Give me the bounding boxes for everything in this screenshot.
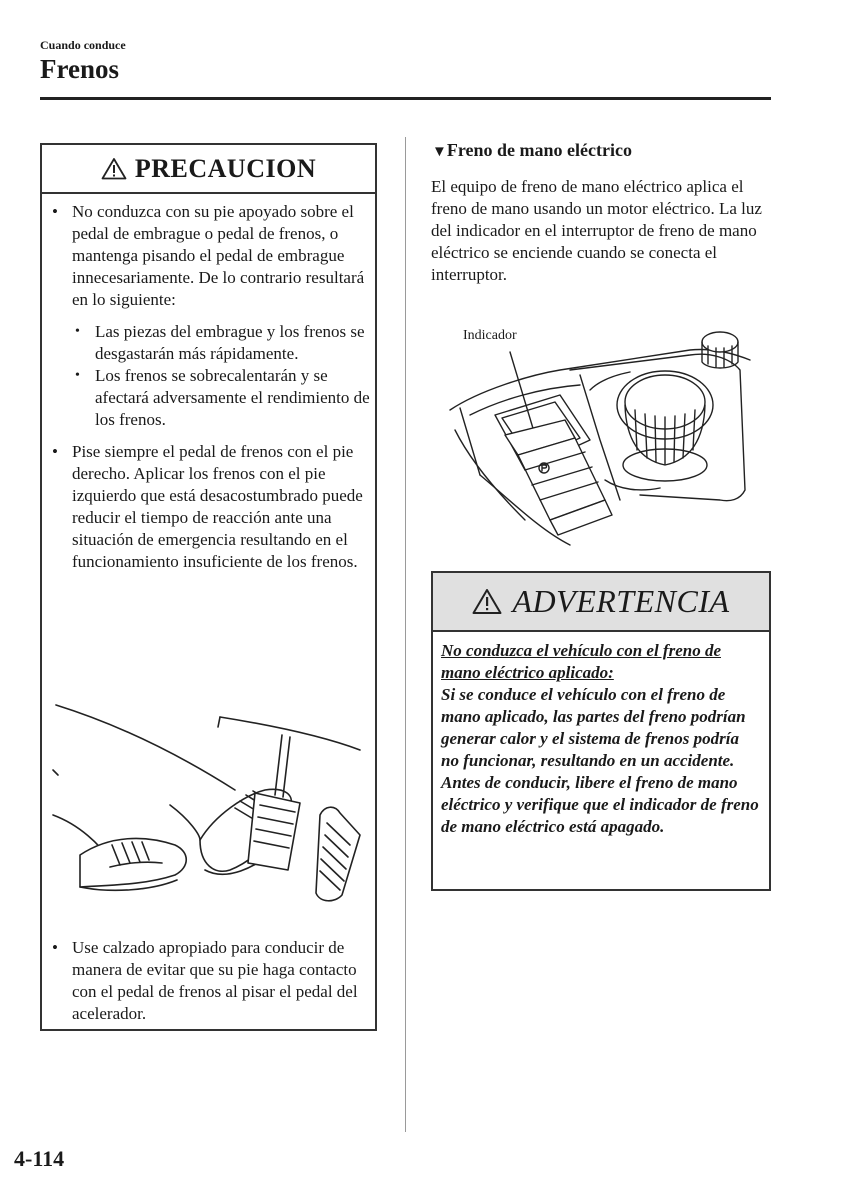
caution-bullet-2: Pise siempre el pedal de frenos con el pie derecho. Aplicar los frenos con el pie izquierdo que está desacostumbrado puede reducir el tiempo de reacción ante una situación de emergencia resultando en el funcionamiento insuficiente de los frenos. [72,442,363,571]
column-divider [405,137,406,1132]
list-item: • Los frenos se sobrecalentarán y se afectará adversamente el rendimiento de los frenos. [75,366,370,429]
list-item: • Pise siempre el pedal de frenos con el pie derecho. Aplicar los frenos con el pie izquierdo que está desacostumbrado puede reducir el tiempo de reacción ante una situación de emergencia resultando en el funcionamiento insuficiente de los frenos. [52,442,363,571]
electric-brake-paragraph: El equipo de freno de mano eléctrico aplica el freno de mano usando un motor eléctrico. La luz del indicador en el interruptor de freno de mano eléctrico se enciende cuando se conecta el interruptor. [431,177,762,284]
list-item: • Use calzado apropiado para conducir de manera de evitar que su pie haga contacto con el pedal de frenos al pisar el pedal del acelerador. [52,938,358,1023]
console-illustration [440,330,760,550]
page-title: Frenos [40,54,119,84]
title-rule [40,97,771,100]
caution-list-3 [42,937,377,1025]
warning-title: ADVERTENCIA [512,583,730,619]
warning-lead: No conduzca el vehículo con el freno de mano eléctrico aplicado: [441,641,721,682]
caution-sub-item-2: Los frenos se sobrecalentarán y se afectará adversamente el rendimiento de los frenos. [95,366,370,429]
caution-sub-item-1: Las piezas del embrague y los frenos se desgastarán más rápidamente. [95,322,365,363]
warning-body [433,632,769,838]
warning-box [431,571,771,891]
caution-box [40,143,377,1031]
caution-bullet-3: Use calzado apropiado para conducir de manera de evitar que su pie haga contacto con el pedal de frenos al pisar el pedal del acelerador. [72,938,358,1023]
list-item: • Las piezas del embrague y los frenos se desgastarán más rápidamente. [75,322,365,363]
caution-title: PRECAUCION [134,153,317,183]
pedals-illustration [50,695,372,910]
warning-body-1: Si se conduce el vehículo con el freno de mano aplicado, las partes del freno podrían generar calor y el sistema de frenos podría no funcionar, resultando en un accidente. [441,685,746,770]
section-label: Cuando conduce [40,38,126,52]
caution-list [42,201,375,311]
caution-header [42,145,375,194]
page-number: 4-114 [14,1146,65,1171]
caution-sub-list [42,321,375,431]
warning-body-2: Antes de conducir, libere el freno de mano eléctrico y verifique que el indicador de freno de mano eléctrico está apagado. [441,773,759,836]
triangle-down-icon: ▼ [432,144,447,160]
warning-header [433,573,769,632]
list-item: • No conduzca con su pie apoyado sobre el pedal de embrague o pedal de frenos, o mantenga pisando el pedal de embrague innecesariamente. De lo contrario resultará en lo siguiente: [52,202,365,309]
electric-brake-heading [432,140,632,161]
caution-bullet-1: No conduzca con su pie apoyado sobre el pedal de embrague o pedal de frenos, o mantenga pisando el pedal de embrague innecesariamente. De lo contrario resultará en lo siguiente: [72,202,365,309]
electric-brake-heading-text: Freno de mano eléctrico [446,140,632,160]
warning-triangle-icon [101,157,127,180]
figure-label-indicator: Indicador [463,328,517,343]
caution-list-2 [42,441,375,573]
warning-triangle-icon [472,588,502,615]
